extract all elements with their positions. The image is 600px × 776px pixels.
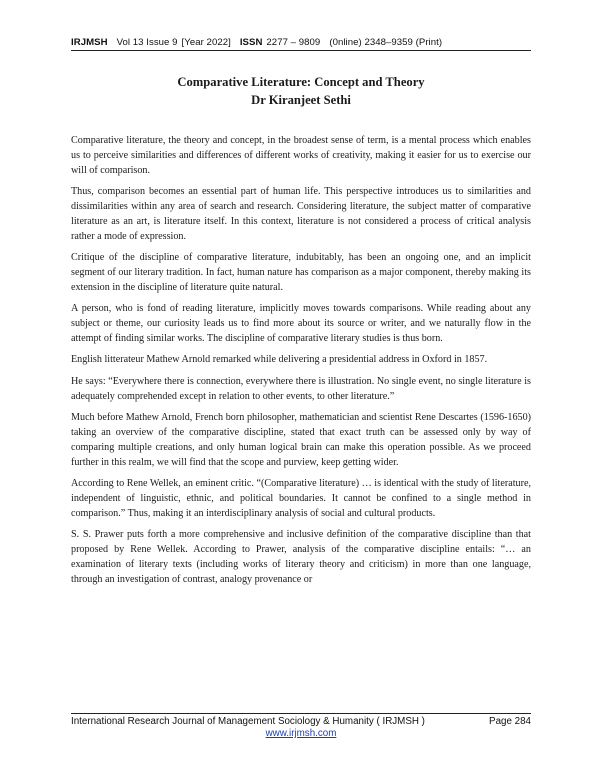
year: [Year 2022] xyxy=(181,37,231,48)
article-body xyxy=(71,134,531,594)
paragraph: According to Rene Wellek, an eminent critic. “(Comparative literature) … is identical with the study of literature, independent of linguistic, ethnic, and political boundaries. It cannot be confined to a single method in comparison.” Thus, making it an interdisciplinary analysis of social and cultural products. xyxy=(71,477,531,519)
header-rule xyxy=(71,50,531,51)
paragraph: Critique of the discipline of comparative literature, indubitably, has been an ongoing one, and an implicit segment of our literary tradition. In fact, human nature has comparison as a major component, thereby making its extension in the discipline of literature quite natural. xyxy=(71,252,531,293)
volume-issue: Vol 13 Issue 9 xyxy=(116,37,178,48)
paragraph: Much before Mathew Arnold, French born philosopher, mathematician and scientist Rene Descartes (1596-1650) taking an overview of the comparative discipline, stated that exact truth can be assessed only by way of comparing multiple creations, and only human logical brain can make this operation possible. As we proceed further in this realm, we will find that the scope and purview, keep getting wider. xyxy=(71,411,531,468)
website-link[interactable]: www.irjmsh.com xyxy=(265,728,337,739)
running-footer xyxy=(71,716,531,739)
paragraph: S. S. Prawer puts forth a more comprehensive and inclusive definition of the comparative discipline than that proposed by Rene Wellek. According to Prawer, analysis of the comparative discipline entails: “… an examination of literary texts (including works of literary theory and criticism) in more than one language, through an investigation of contrast, analogy provenance or xyxy=(71,528,531,585)
paragraph: A person, who is fond of reading literature, implicitly moves towards comparisons. While reading about any subject or theme, our curiosity leads us to find more about its source or writer, and we naturally flow in the attempt of finding similar works. The discipline of comparative literary studies is thus born. xyxy=(71,303,531,345)
issn-label: ISSN xyxy=(239,37,263,48)
running-header xyxy=(71,37,529,48)
footer-rule xyxy=(71,713,531,714)
article-title: Comparative Literature: Concept and Theory xyxy=(177,75,425,89)
footer-journal-name: International Research Journal of Management Sociology & Humanity ( IRJMSH ) xyxy=(71,716,425,727)
paragraph: Thus, comparison becomes an essential part of human life. This perspective introduces us to similarities and dissimilarities within any area of search and research. Considering literature, the subject matter of comparative literature as an art, is literature itself. In this context, literature is not considered a process of critical analysis rather a mode of expression. xyxy=(71,186,531,242)
article-author: Dr Kiranjeet Sethi xyxy=(251,93,351,107)
page-number: Page 284 xyxy=(489,716,531,727)
paragraph: He says: “Everywhere there is connection, everywhere there is illustration. No single event, no single literature is adequately comprehended except in relation to other events, to other literature.” xyxy=(71,375,531,402)
issn-print: 2277 – 9809 xyxy=(266,37,321,48)
article-heading xyxy=(71,73,531,109)
paragraph: English litterateur Mathew Arnold remarked while delivering a presidential address in Oxford in 1857. xyxy=(71,354,488,366)
issn-online: (0nline) 2348–9359 (Print) xyxy=(329,37,443,48)
paragraph: Comparative literature, the theory and concept, in the broadest sense of term, is a mental process which enables us to perceive similarities and differences of different works of creativity, making it easier for us to exercise our will of comparison. xyxy=(71,135,531,176)
journal-abbrev: IRJMSH xyxy=(71,37,108,48)
